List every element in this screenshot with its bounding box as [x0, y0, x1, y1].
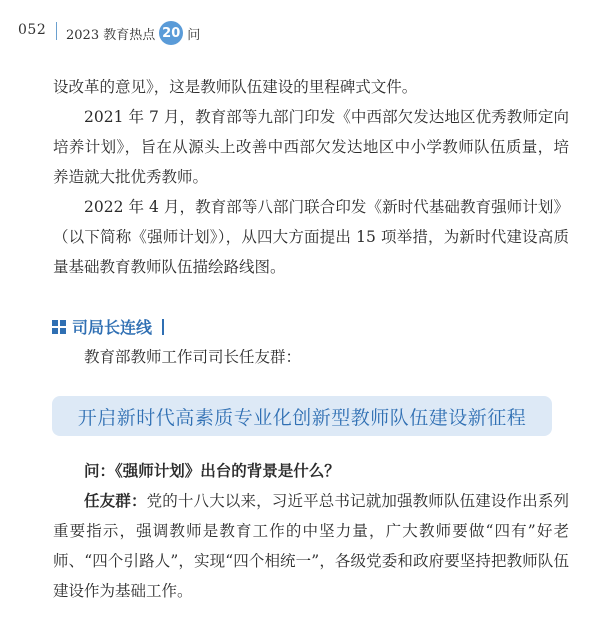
answer [53, 486, 569, 606]
paragraph: 设改革的意见》，这是教师队伍建设的里程碑式文件。 [53, 78, 418, 96]
speaker-name: 任友群： [84, 491, 147, 510]
section-heading [52, 315, 164, 338]
question: 问：《强师计划》出台的背景是什么？ [84, 461, 340, 480]
running-title-suffix: 问 [187, 27, 201, 43]
body-text [53, 72, 569, 282]
page-header [0, 0, 600, 60]
issue-badge: 20 [159, 21, 183, 45]
section-heading-label: 司局长连线 [72, 318, 153, 337]
header-divider [56, 22, 57, 40]
qa-block [53, 456, 569, 606]
interviewee-intro: 教育部教师工作司司长任友群： [84, 348, 302, 366]
grid-icon [52, 320, 66, 334]
headline-banner [52, 396, 552, 436]
answer-text: 党的十八大以来，习近平总书记就加强教师队伍建设作出系列重要指示，强调教师是教育工作的中坚力量，广大教师要做“四有”好老师、“四个引路人”，实现“四个相统一”，各级党委和政府要坚持把教师队伍建设作为基础工作。 [53, 492, 569, 600]
page-number: 052 [18, 22, 47, 38]
running-title-prefix: 2023 教育热点 [66, 27, 156, 43]
headline-text: 开启新时代高素质专业化创新型教师队伍建设新征程 [77, 406, 527, 429]
paragraph: 2021 年 7 月，教育部等九部门印发《中西部欠发达地区优秀教师定向培养计划》，旨在从源头上改善中西部欠发达地区中小学教师队伍质量，培养造就大批优秀教师。 [53, 108, 569, 186]
running-title [66, 21, 200, 45]
section-heading-bar [162, 319, 164, 335]
paragraph: 2022 年 4 月，教育部等八部门联合印发《新时代基础教育强师计划》（以下简称《强师计划》），从四大方面提出 15 项举措，为新时代建设高质量基础教育教师队伍描绘路线图。 [53, 198, 569, 276]
